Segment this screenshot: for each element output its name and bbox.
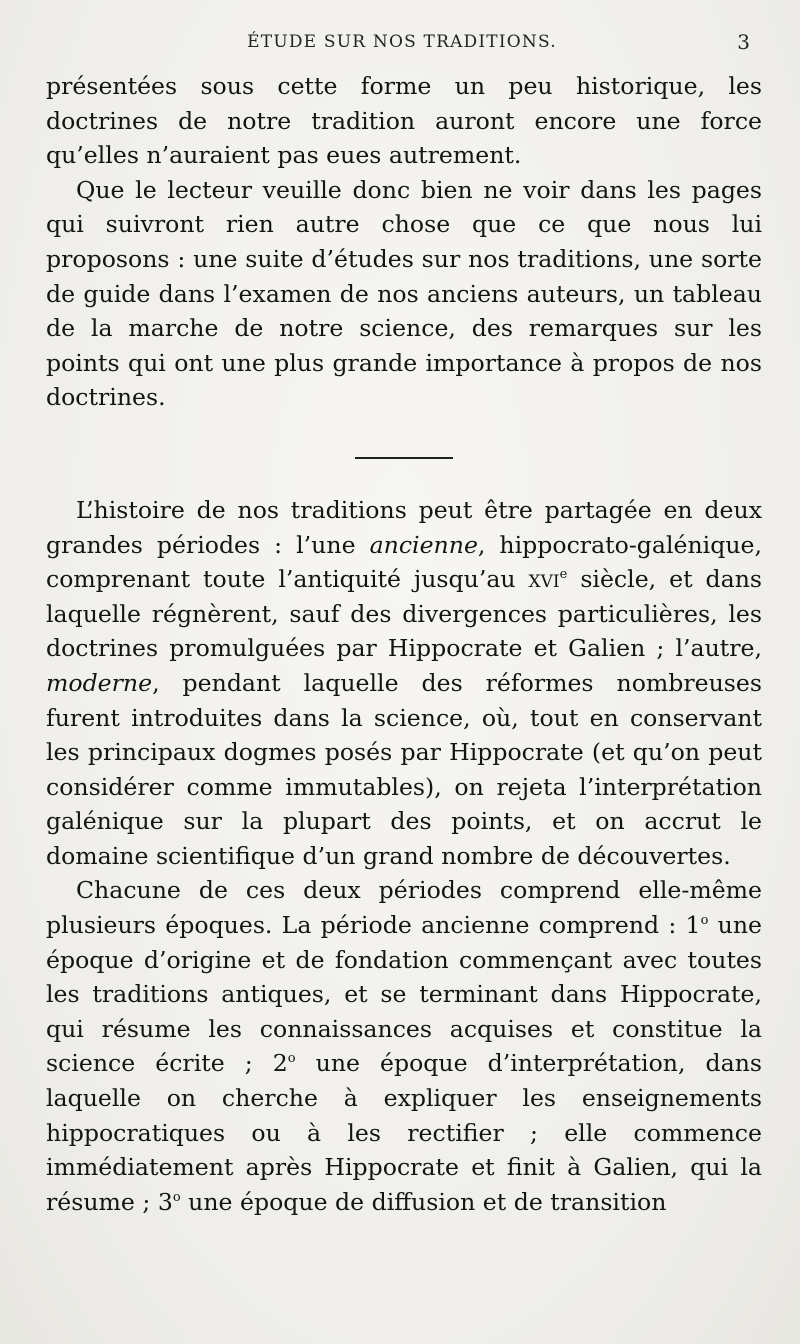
paragraph-4	[46, 873, 762, 1219]
paragraph-4-text-4: une époque de diffusion et de transition	[180, 1187, 667, 1216]
paragraph-3-text-1: L’histoire de nos traditions peut être partagée en deux grandes périodes : l’une	[46, 495, 762, 559]
italic-ancienne: ancienne	[369, 530, 478, 559]
section-divider	[355, 457, 453, 459]
ordinal-3: o	[172, 1189, 181, 1205]
running-head	[46, 32, 758, 58]
paragraph-4-text-2: une époque d’origine et de fondation commençant avec toutes les traditions antiques, et se terminant dans Hippocrate, qui résume les connaissances acquises et constitue la science écrite ; 2	[46, 911, 762, 1078]
century-numeral: xvi	[528, 565, 560, 594]
body-text	[46, 69, 762, 1219]
italic-moderne: moderne	[46, 668, 153, 697]
running-title: ÉTUDE SUR NOS TRADITIONS.	[247, 32, 557, 52]
century-superscript: e	[559, 567, 568, 583]
paragraph-4-text-3: une époque d’interprétation, dans laquelle on cherche à expliquer les enseignements hippocratiques ou à les rectifier ; elle commence immédiatement après Hippocrate et finit à Galien, qui la résume ; 3	[46, 1049, 762, 1216]
ordinal-1: o	[700, 913, 709, 929]
page-number: 3	[737, 30, 750, 54]
ordinal-2: o	[287, 1051, 296, 1067]
paragraph-3-text-2: , hippocrato-galénique, comprenant toute l’antiquité jusqu’au	[46, 530, 762, 594]
paragraph-3-text-3: siècle, et dans laquelle régnèrent, sauf des divergences particulières, les doctrines promulguées par Hippocrate et Galien ; l’autre,	[46, 565, 762, 663]
paragraph-3	[46, 493, 762, 874]
paragraph-4-text-1: Chacune de ces deux périodes comprend elle-même plusieurs époques. La période ancienne comprend : 1	[46, 876, 762, 940]
paragraph-3-text-4: , pendant laquelle des réformes nombreuses furent introduites dans la science, où, tout en conservant les principaux dogmes posés par Hippocrate (et qu’on peut considérer comme immutables), on rejeta l’interprétation galénique sur la plupart des points, et on accrut le domaine scientifique d’un grand nombre de découvertes.	[46, 668, 762, 870]
paragraph-1: présentées sous cette forme un peu historique, les doctrines de notre tradition auront encore une force qu’elles n’auraient pas eues autrement.	[46, 72, 762, 170]
paragraph-2: Que le lecteur veuille donc bien ne voir dans les pages qui suivront rien autre chose que ce que nous lui proposons : une suite d’études sur nos traditions, une sorte de guide dans l’examen de nos anciens auteurs, un tableau de la marche de notre science, des remarques sur les points qui ont une plus grande importance à propos de nos doctrines.	[46, 175, 762, 412]
